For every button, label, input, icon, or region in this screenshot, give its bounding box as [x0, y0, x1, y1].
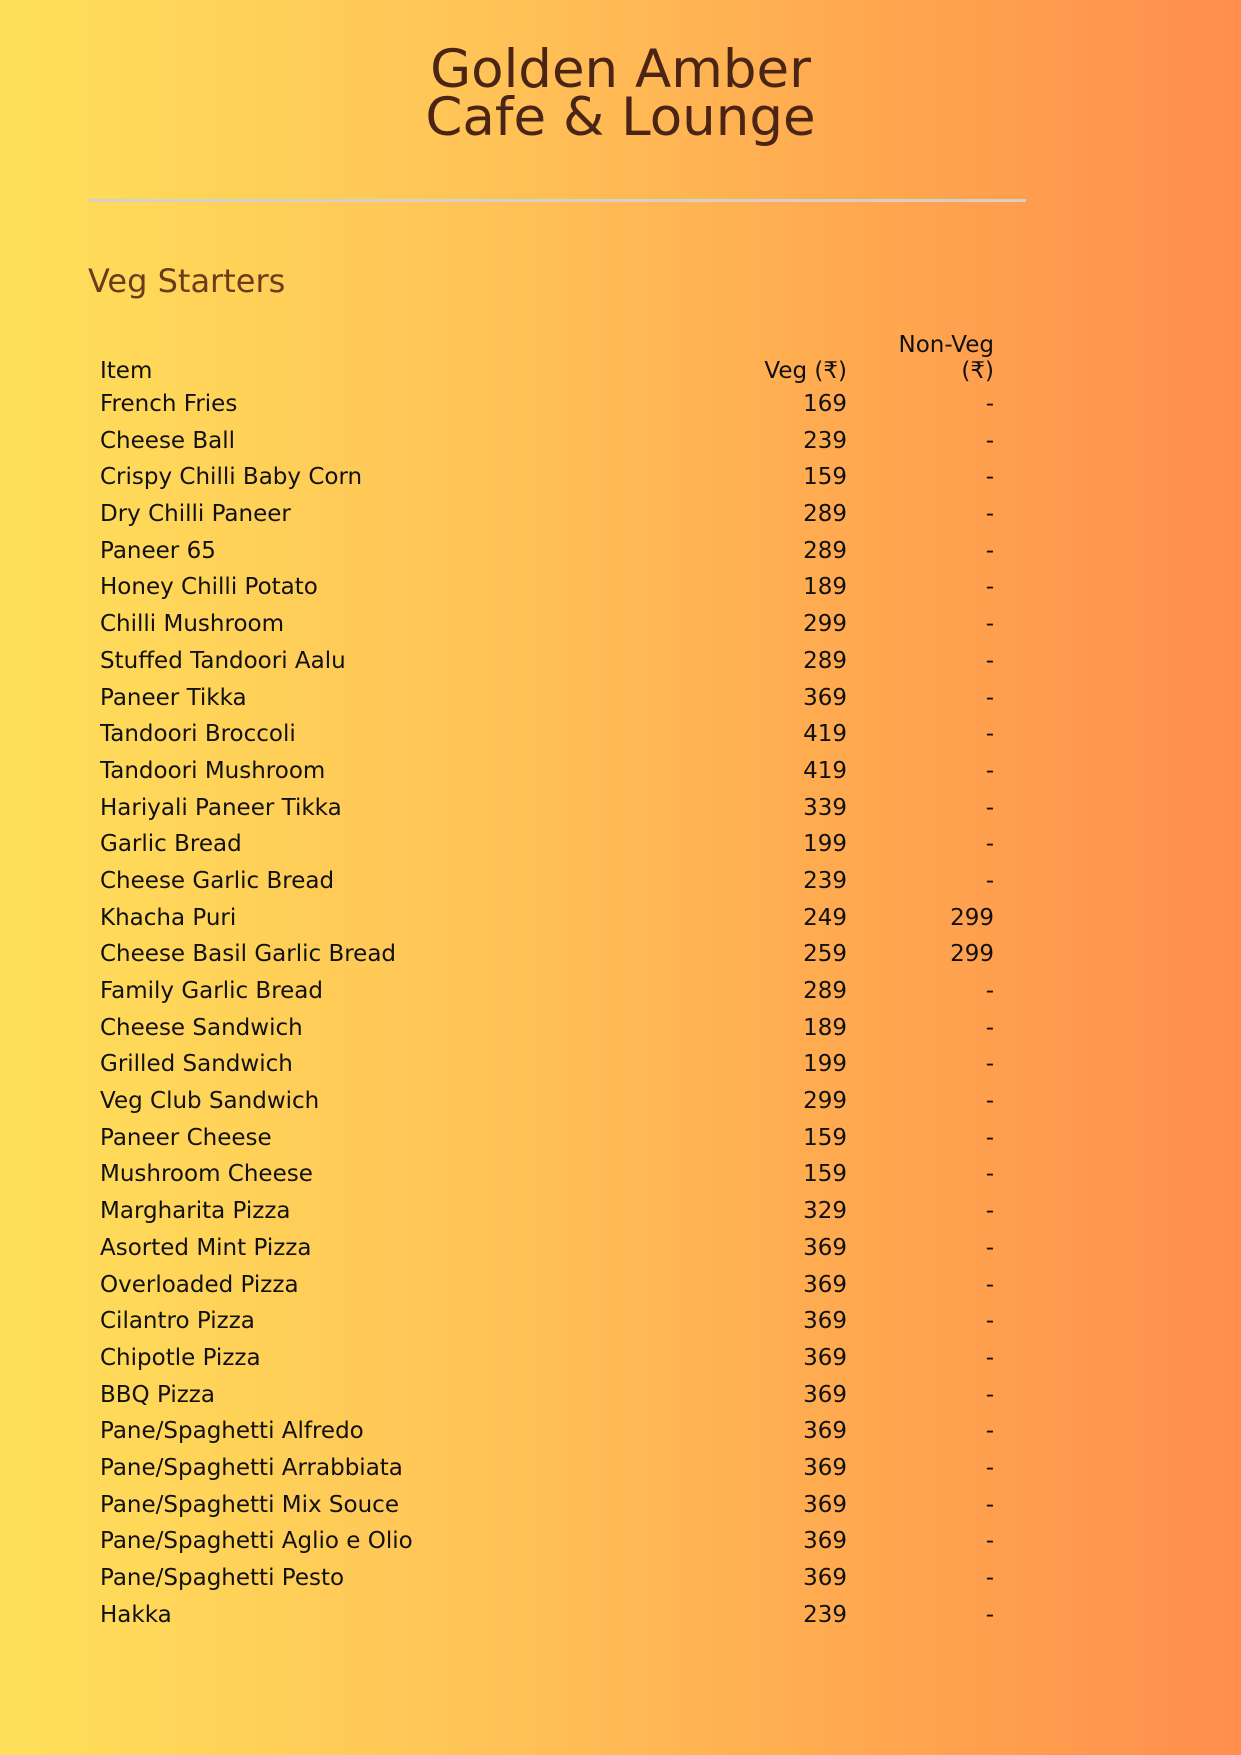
row-item-name: Hakka: [100, 1601, 172, 1628]
row-item-name: Paneer Tikka: [100, 684, 247, 711]
row-item-name: Dry Chilli Paneer: [100, 501, 291, 528]
row-nonveg-price: -: [985, 427, 994, 454]
row-nonveg-price: -: [985, 1418, 994, 1445]
table-row: [100, 1235, 994, 1272]
row-veg-price: 369: [803, 1454, 847, 1481]
table-row: [100, 1088, 994, 1125]
table-row: [100, 831, 994, 868]
column-header-nonveg: [874, 332, 994, 384]
table-row: [100, 1565, 994, 1602]
row-veg-price: 189: [803, 1014, 847, 1041]
title-line-1: Golden Amber: [430, 39, 811, 100]
row-veg-price: 369: [803, 1528, 847, 1555]
row-nonveg-price: -: [985, 501, 994, 528]
row-veg-price: 239: [803, 1601, 847, 1628]
row-item-name: Cheese Garlic Bread: [100, 867, 335, 894]
row-veg-price: 299: [803, 611, 847, 638]
header-divider: [88, 199, 1026, 202]
table-row: [100, 758, 994, 795]
table-row: [100, 501, 994, 538]
table-row: [100, 941, 994, 978]
row-nonveg-price: -: [985, 867, 994, 894]
row-nonveg-price: -: [985, 537, 994, 564]
table-body: [100, 391, 994, 1638]
row-nonveg-price: -: [985, 1271, 994, 1298]
column-header-item: Item: [100, 358, 153, 384]
column-header-nonveg-line-1: Non-Veg: [898, 332, 994, 358]
row-item-name: Cheese Basil Garlic Bread: [100, 941, 397, 968]
row-veg-price: 289: [803, 501, 847, 528]
row-nonveg-price: -: [985, 831, 994, 858]
row-veg-price: 369: [803, 1491, 847, 1518]
page-title: [0, 39, 1241, 148]
table-row: [100, 1125, 994, 1162]
row-nonveg-price: -: [985, 1601, 994, 1628]
table-row: [100, 1308, 994, 1345]
row-item-name: French Fries: [100, 391, 238, 417]
row-veg-price: 199: [803, 1051, 847, 1078]
row-veg-price: 159: [803, 1124, 847, 1151]
row-veg-price: 419: [803, 757, 847, 784]
row-item-name: Stuffed Tandoori Aalu: [100, 647, 346, 674]
row-veg-price: 419: [803, 721, 847, 748]
table-row: [100, 795, 994, 832]
row-nonveg-price: -: [985, 978, 994, 1004]
row-veg-price: 199: [803, 831, 847, 858]
row-item-name: Paneer Cheese: [100, 1124, 272, 1151]
row-veg-price: 369: [803, 1344, 847, 1371]
table-row: [100, 1345, 994, 1382]
row-nonveg-price: -: [985, 1014, 994, 1041]
row-veg-price: 289: [803, 537, 847, 564]
row-item-name: Cheese Ball: [100, 427, 236, 454]
row-veg-price: 249: [803, 904, 847, 931]
table-row: [100, 1161, 994, 1198]
row-nonveg-price: -: [985, 721, 994, 748]
row-veg-price: 259: [803, 941, 847, 968]
row-item-name: Overloaded Pizza: [100, 1271, 299, 1298]
row-nonveg-price: -: [985, 574, 994, 601]
row-veg-price: 369: [803, 1234, 847, 1261]
row-nonveg-price: -: [985, 757, 994, 784]
row-veg-price: 369: [803, 684, 847, 711]
row-item-name: Pane/Spaghetti Arrabbiata: [100, 1454, 403, 1481]
row-veg-price: 159: [803, 464, 847, 491]
row-nonveg-price: -: [985, 1344, 994, 1371]
row-veg-price: 369: [803, 1418, 847, 1445]
row-nonveg-price: -: [985, 647, 994, 674]
row-veg-price: 339: [803, 794, 847, 821]
row-nonveg-price: -: [985, 1565, 994, 1591]
table-row: [100, 868, 994, 905]
row-nonveg-price: -: [985, 1528, 994, 1555]
row-veg-price: 239: [803, 867, 847, 894]
row-nonveg-price: -: [985, 1381, 994, 1408]
table-row: [100, 685, 994, 722]
row-nonveg-price: 299: [950, 904, 994, 931]
table-row: [100, 1272, 994, 1309]
row-item-name: Family Garlic Bread: [100, 978, 324, 1004]
row-veg-price: 189: [803, 574, 847, 601]
row-item-name: Tandoori Broccoli: [100, 721, 296, 748]
row-item-name: Pane/Spaghetti Alfredo: [100, 1418, 364, 1445]
table-row: [100, 1198, 994, 1235]
row-veg-price: 369: [803, 1565, 847, 1591]
section-heading: Veg Starters: [88, 262, 286, 300]
row-nonveg-price: -: [985, 1491, 994, 1518]
row-veg-price: 239: [803, 427, 847, 454]
table-row: [100, 464, 994, 501]
row-veg-price: 329: [803, 1198, 847, 1225]
row-item-name: Margharita Pizza: [100, 1198, 291, 1225]
table-row: [100, 1602, 994, 1639]
row-item-name: Veg Club Sandwich: [100, 1088, 320, 1115]
row-item-name: Pane/Spaghetti Pesto: [100, 1565, 345, 1591]
row-item-name: Asorted Mint Pizza: [100, 1234, 312, 1261]
row-nonveg-price: -: [985, 1051, 994, 1078]
row-item-name: Pane/Spaghetti Aglio e Olio: [100, 1528, 413, 1555]
row-veg-price: 289: [803, 647, 847, 674]
table-row: [100, 391, 994, 428]
row-nonveg-price: -: [985, 1088, 994, 1115]
row-item-name: Chilli Mushroom: [100, 611, 284, 638]
row-item-name: Garlic Bread: [100, 831, 242, 858]
table-row: [100, 1382, 994, 1419]
table-row: [100, 1418, 994, 1455]
row-nonveg-price: -: [985, 611, 994, 638]
row-item-name: BBQ Pizza: [100, 1381, 215, 1408]
row-veg-price: 299: [803, 1088, 847, 1115]
table-row: [100, 1492, 994, 1529]
row-item-name: Cilantro Pizza: [100, 1308, 255, 1335]
table-row: [100, 721, 994, 758]
row-item-name: Hariyali Paneer Tikka: [100, 794, 342, 821]
row-nonveg-price: -: [985, 1454, 994, 1481]
row-nonveg-price: -: [985, 391, 994, 417]
title-line-2: Cafe & Lounge: [425, 87, 816, 148]
table-row: [100, 1051, 994, 1088]
row-veg-price: 369: [803, 1308, 847, 1335]
row-nonveg-price: -: [985, 1161, 994, 1188]
row-item-name: Tandoori Mushroom: [100, 757, 326, 784]
row-item-name: Cheese Sandwich: [100, 1014, 303, 1041]
row-item-name: Mushroom Cheese: [100, 1161, 313, 1188]
row-nonveg-price: 299: [950, 941, 994, 968]
row-nonveg-price: -: [985, 1308, 994, 1335]
row-item-name: Honey Chilli Potato: [100, 574, 318, 601]
row-item-name: Crispy Chilli Baby Corn: [100, 464, 363, 491]
table-row: [100, 538, 994, 575]
column-header-nonveg-line-2: (₹): [961, 358, 994, 384]
row-item-name: Pane/Spaghetti Mix Souce: [100, 1491, 399, 1518]
column-header-veg: Veg (₹): [764, 358, 847, 384]
row-veg-price: 159: [803, 1161, 847, 1188]
table-row: [100, 611, 994, 648]
row-nonveg-price: -: [985, 1124, 994, 1151]
table-row: [100, 905, 994, 942]
row-veg-price: 369: [803, 1271, 847, 1298]
row-item-name: Grilled Sandwich: [100, 1051, 293, 1078]
table-row: [100, 1015, 994, 1052]
menu-table: [100, 322, 994, 1628]
row-veg-price: 169: [803, 391, 847, 417]
table-row: [100, 1528, 994, 1565]
row-item-name: Paneer 65: [100, 537, 216, 564]
row-nonveg-price: -: [985, 464, 994, 491]
table-row: [100, 648, 994, 685]
row-veg-price: 369: [803, 1381, 847, 1408]
row-veg-price: 289: [803, 978, 847, 1004]
row-nonveg-price: -: [985, 1234, 994, 1261]
row-nonveg-price: -: [985, 1198, 994, 1225]
table-row: [100, 428, 994, 465]
table-row: [100, 1455, 994, 1492]
row-item-name: Chipotle Pizza: [100, 1344, 261, 1371]
table-row: [100, 978, 994, 1015]
row-nonveg-price: -: [985, 794, 994, 821]
row-nonveg-price: -: [985, 684, 994, 711]
row-item-name: Khacha Puri: [100, 904, 237, 931]
table-header: [100, 322, 994, 384]
table-row: [100, 574, 994, 611]
